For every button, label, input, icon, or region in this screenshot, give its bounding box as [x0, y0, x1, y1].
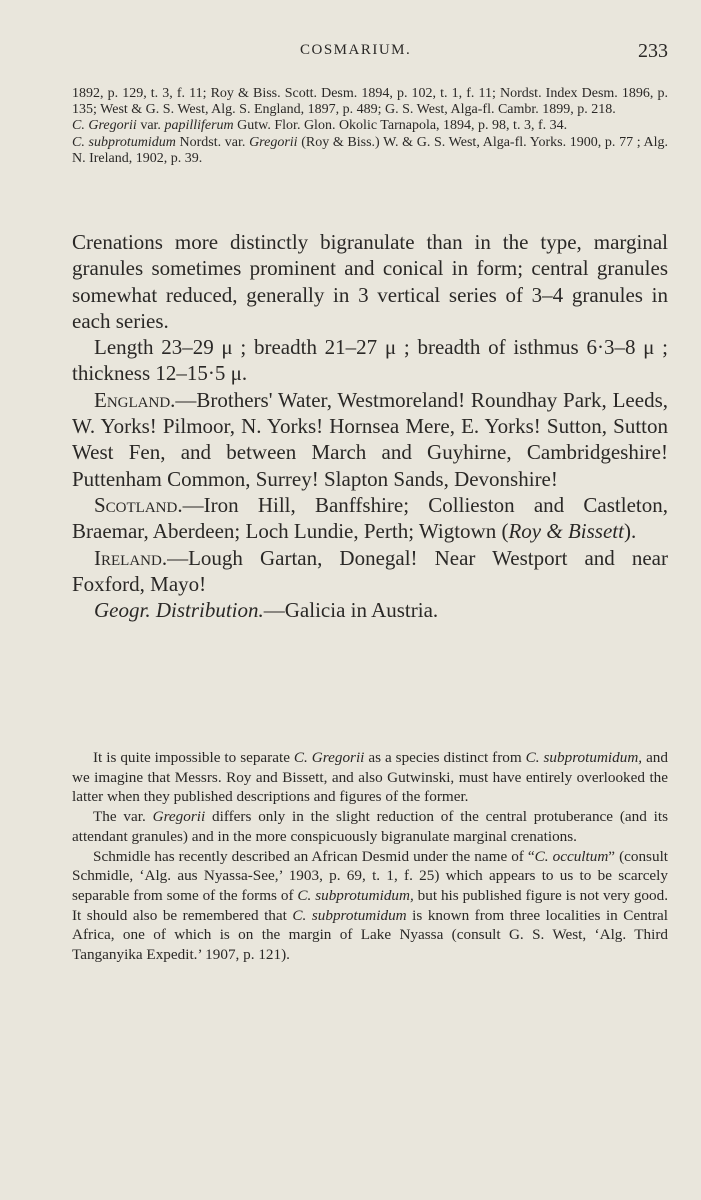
- ireland-label: Ireland.: [94, 545, 168, 570]
- note-paragraph: The var. Gregorii differs only in the slight reduction of the central protuberance (and its attendant granules) and in the more conspicuously bigranulate marginal crenations.: [72, 808, 668, 845]
- main-description: [72, 229, 668, 623]
- running-head: COSMARIUM.: [300, 42, 412, 58]
- ireland-records: Ireland.—Lough Gartan, Donegal! Near Westport and near Foxford, Mayo!: [72, 545, 668, 596]
- page-number: 233: [638, 40, 668, 62]
- page-header: [0, 40, 701, 70]
- synonymy-entry: C. Gregorii var. papilliferum Gutw. Flor. Glon. Okolic Tarnapola, 1894, p. 98, t. 3, f. 34.: [72, 118, 568, 134]
- note-paragraph: Schmidle has recently described an African Desmid under the name of “C. occultum” (consult Schmidle, ‘Alg. aus Nyassa-See,’ 1903, p. 69, t. 1, f. 25) which appears to us to be scarcely separable from some of the forms of C. subprotumidum, but his published figure is not very good. It should also be remembered that C. subprotumidum is known from three localities in Central Africa, one of which is on the margin of Lake Nyassa (consult G. S. West, ‘Alg. Third Tanganyika Expedit.’ 1907, p. 121).: [72, 847, 669, 964]
- england-label: England.: [94, 387, 176, 412]
- description-paragraph: Crenations more distinctly bigranulate than in the type, marginal granules sometimes prominent and conical in form; central granules somewhat reduced, generally in 3 vertical series of 3–4 granules in each series.: [72, 230, 668, 333]
- synonymy-entry: C. subprotumidum Nordst. var. Gregorii (Roy & Biss.) W. & G. S. West, Alga-fl. Yorks. 1900, p. 77 ; Alg. N. Ireland, 1902, p. 39.: [72, 134, 668, 166]
- geogr-label: Geogr. Distribution.: [94, 598, 264, 623]
- synonymy-entry: 1892, p. 129, t. 3, f. 11; Roy & Biss. Scott. Desm. 1894, p. 102, t. 1, f. 11; Nordst. Index Desm. 1896, p. 135; West & G. S. West, Alg. S. England, 1897, p. 489; G. S. West, Alga-fl. Cambr. 1899, p. 218.: [72, 86, 668, 118]
- scotland-label: Scotland.: [94, 492, 183, 517]
- geographic-distribution: Geogr. Distribution.—Galicia in Austria.: [94, 598, 439, 623]
- england-records: England.—Brothers' Water, Westmoreland! Roundhay Park, Leeds, W. Yorks! Pilmoor, N. Yorks! Hornsea Mere, E. Yorks! Sutton, Sutton West Fen, and between March and Guyhirne, Cambridgeshire! Puttenham Common, Surrey! Slapton Sands, Devonshire!: [72, 387, 668, 491]
- measurements-paragraph: Length 23–29 μ ; breadth 21–27 μ ; breadth of isthmus 6·3–8 μ ; thickness 12–15·5 μ.: [72, 335, 668, 386]
- scotland-records: Scotland.—Iron Hill, Banffshire; Collieston and Castleton, Braemar, Aberdeen; Loch Lundie, Perth; Wigtown (Roy & Bissett).: [72, 492, 668, 544]
- notes-block: [72, 748, 668, 965]
- note-paragraph: It is quite impossible to separate C. Gregorii as a species distinct from C. subprotumidum, and we imagine that Messrs. Roy and Bissett, and also Gutwinski, must have entirely overlooked the latter when they published descriptions and figures of the former.: [72, 749, 668, 806]
- synonymy-block: [72, 86, 668, 167]
